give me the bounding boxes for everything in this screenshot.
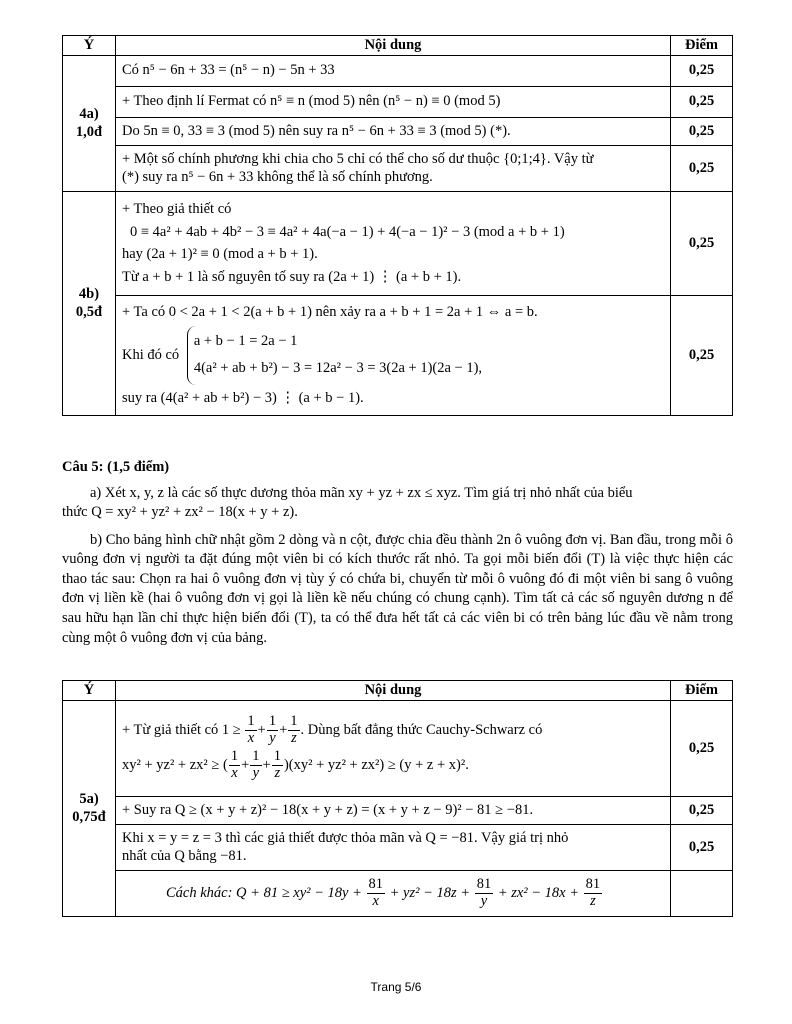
question-title: Câu 5: (1,5 điểm) <box>62 459 170 475</box>
alt-method-mid: + yz² − 18z + <box>389 884 471 901</box>
part-5a-points: 0,75đ <box>72 809 106 826</box>
equation-system <box>187 326 482 385</box>
fraction <box>475 877 494 910</box>
row-score: 0,25 <box>671 295 733 415</box>
table-row <box>63 191 733 295</box>
row-content <box>116 870 671 916</box>
row-score: 0,25 <box>671 824 733 870</box>
part-4a-label: 4a) <box>79 105 99 122</box>
row-line: Từ a + b + 1 là số nguyên tố suy ra (2a + 1) ⋮ (a + b + 1). <box>122 268 462 285</box>
alt-method-mid: + zx² − 18x + <box>497 884 580 901</box>
table-header-row <box>63 681 733 701</box>
row-score: 0,25 <box>671 191 733 295</box>
fraction-numerator: 1 <box>252 748 260 765</box>
question-part-a: a) Xét x, y, z là các số thực dương thỏa mãn xy + yz + zx ≤ xyz. Tìm giá trị nhỏ nhất của biểu <box>90 484 633 501</box>
question-part-b: b) Cho bảng hình chữ nhật gồm 2 dòng và n cột, được chia đều thành 2n ô vuông đơn vị. Ban đầu, trong mỗi ô vuông đơn vị người ta đặt đúng một viên bi có kích thước rất nhỏ. Ta gọi mỗi biến đổi (T) là việc thực hiện các thao tác sau: Chọn ra hai ô vuông đơn vị tùy ý có chứa bi, chuyển từ mỗi ô vuông đó đi một viên bi sang ô vuông đơn vị liền kề (hai ô vuông đơn vị gọi là liền kề nếu chúng có chung cạnh). Tìm tất cả các số nguyên dương n để sau hữu hạn lần chỉ thực hiện biến đổi (T), ta có thể đưa hết tất cả các viên bi có trên bảng lúc đầu về nằm trong cùng một ô vuông đơn vị của bảng. <box>62 531 733 646</box>
fraction <box>288 714 299 747</box>
row-score: 0,25 <box>671 796 733 824</box>
system-line: 4(a² + ab + b²) − 3 = 12a² − 3 = 3(2a + 1)(2a − 1), <box>193 360 483 377</box>
row-line-prefix: Khi đó có <box>122 346 180 363</box>
header-content: Nội dung <box>116 681 671 701</box>
fraction-denominator: x <box>247 730 255 747</box>
row-score: 0,25 <box>671 145 733 191</box>
row-line: + Ta có 0 < 2a + 1 < 2(a + b + 1) nên xảy ra a + b + 1 = 2a + 1 ⇔ a = b. <box>122 303 538 320</box>
answer-table-q4 <box>62 35 733 416</box>
row-line: 0 ≡ 4a² + 4ab + 4b² − 3 ≡ 4a² + 4a(−a − 1) + 4(−a − 1)² − 3 (mod a + b + 1) <box>130 223 565 240</box>
table-row <box>63 145 733 191</box>
question-5 <box>62 458 733 648</box>
header-content: Nội dung <box>116 36 671 56</box>
row-line-prefix: xy² + yz² + zx² ≥ <box>122 757 220 774</box>
fraction-numerator: 1 <box>273 748 281 765</box>
fraction <box>250 749 261 782</box>
fraction-denominator: z <box>291 730 297 747</box>
row-line: suy ra (4(a² + ab + b²) − 3) ⋮ (a + b − 1). <box>122 389 364 406</box>
table-row <box>63 86 733 117</box>
fraction <box>584 877 603 910</box>
fraction-denominator: x <box>372 892 379 909</box>
row-content: Có n⁵ − 6n + 33 = (n⁵ − n) − 5n + 33 <box>116 55 671 86</box>
fraction-numerator: 1 <box>290 713 298 730</box>
fraction <box>245 714 256 747</box>
row-score: 0,25 <box>671 55 733 86</box>
table-row <box>63 870 733 916</box>
row-line-prefix: + Từ giả thiết có 1 ≥ <box>122 722 241 739</box>
fraction-numerator: 81 <box>585 875 601 892</box>
row-content: + Suy ra Q ≥ (x + y + z)² − 18(x + y + z) = (x + y + z − 9)² − 81 ≥ −81. <box>116 796 671 824</box>
row-line: hay (2a + 1)² ≡ 0 (mod a + b + 1). <box>122 246 318 263</box>
row-content: Do 5n ≡ 0, 33 ≡ 3 (mod 5) nên suy ra n⁵ − 6n + 33 ≡ 3 (mod 5) (*). <box>116 117 671 145</box>
row-content <box>116 295 671 415</box>
part-label-4b <box>63 191 116 415</box>
row-score <box>671 870 733 916</box>
table-row <box>63 700 733 796</box>
row-content <box>116 145 671 191</box>
part-5a-label: 5a) <box>79 790 99 807</box>
fraction <box>229 749 240 782</box>
alt-method-prefix: Cách khác: Q + 81 ≥ xy² − 18y + <box>166 884 362 901</box>
fraction <box>367 877 386 910</box>
fraction-denominator: y <box>269 730 276 747</box>
row-score: 0,25 <box>671 700 733 796</box>
table-row <box>63 295 733 415</box>
table-row <box>63 117 733 145</box>
part-4b-points: 0,5đ <box>75 304 103 321</box>
header-score: Điểm <box>671 681 733 701</box>
fraction-numerator: 1 <box>268 713 277 730</box>
system-line: a + b − 1 = 2a − 1 <box>193 332 298 349</box>
header-y: Ý <box>63 36 116 56</box>
fraction-denominator: y <box>480 892 488 909</box>
row-score: 0,25 <box>671 117 733 145</box>
table-row <box>63 796 733 824</box>
question-part-a-cont: thức Q = xy² + yz² + zx² − 18(x + y + z). <box>62 504 298 521</box>
fraction-denominator: y <box>252 765 260 782</box>
row-content <box>116 700 671 796</box>
fraction <box>272 749 283 782</box>
page-number: Trang 5/6 <box>370 980 422 994</box>
row-content: + Theo định lí Fermat có n⁵ ≡ n (mod 5) nên (n⁵ − n) ≡ 0 (mod 5) <box>116 86 671 117</box>
header-y: Ý <box>63 681 116 701</box>
fraction-numerator: 81 <box>368 875 383 892</box>
fraction-numerator: 81 <box>476 875 492 892</box>
row-line: (*) suy ra n⁵ − 6n + 33 không thể là số chính phương. <box>122 169 433 186</box>
fraction-numerator: 1 <box>247 713 255 730</box>
row-line: + Một số chính phương khi chia cho 5 chỉ có thể cho số dư thuộc {0;1;4}. Vậy từ <box>122 150 594 167</box>
row-line: + Theo giả thiết có <box>122 201 232 218</box>
fraction-denominator: z <box>590 892 596 909</box>
row-line <box>122 326 664 385</box>
row-line: nhất của Q bằng −81. <box>122 848 247 865</box>
part-label-4a <box>63 55 116 191</box>
row-content <box>116 191 671 295</box>
fraction-numerator: 1 <box>230 748 239 765</box>
part-4b-label: 4b) <box>78 285 100 302</box>
row-line: Khi x = y = z = 3 thì các giả thiết được thỏa mãn và Q = −81. Vậy giá trị nhỏ <box>122 829 569 846</box>
fraction-denominator: z <box>274 765 281 782</box>
row-line: + Từ giả thiết có 1 ≥ $\frac{1}{x}$ + $\frac{1}{y}$ + $\frac{1}{z}$ . Dùng bất đẳng thức Cauchy-Schwarz có <box>122 713 543 747</box>
header-score: Điểm <box>671 36 733 56</box>
row-line-suffix: . Dùng bất đẳng thức Cauchy-Schwarz có <box>300 722 543 739</box>
part-label-5a <box>63 700 116 916</box>
table-row <box>63 55 733 86</box>
part-4a-points: 1,0đ <box>75 124 103 141</box>
row-line: xy² + yz² + zx² ≥ ( $\frac{1}{x}$ + $\frac{1}{y}$ + $\frac{1}{z}$ )(xy² + yz² + zx²) ≥ (y + z + x)². <box>122 748 469 782</box>
answer-table-q5 <box>62 680 733 917</box>
table-row <box>63 824 733 870</box>
fraction-denominator: x <box>231 765 238 782</box>
row-content <box>116 824 671 870</box>
row-score: 0,25 <box>671 86 733 117</box>
fraction <box>267 714 278 747</box>
table-header-row <box>63 36 733 56</box>
row-line-suffix: (xy² + yz² + zx²) ≥ (y + z + x)². <box>288 757 469 774</box>
